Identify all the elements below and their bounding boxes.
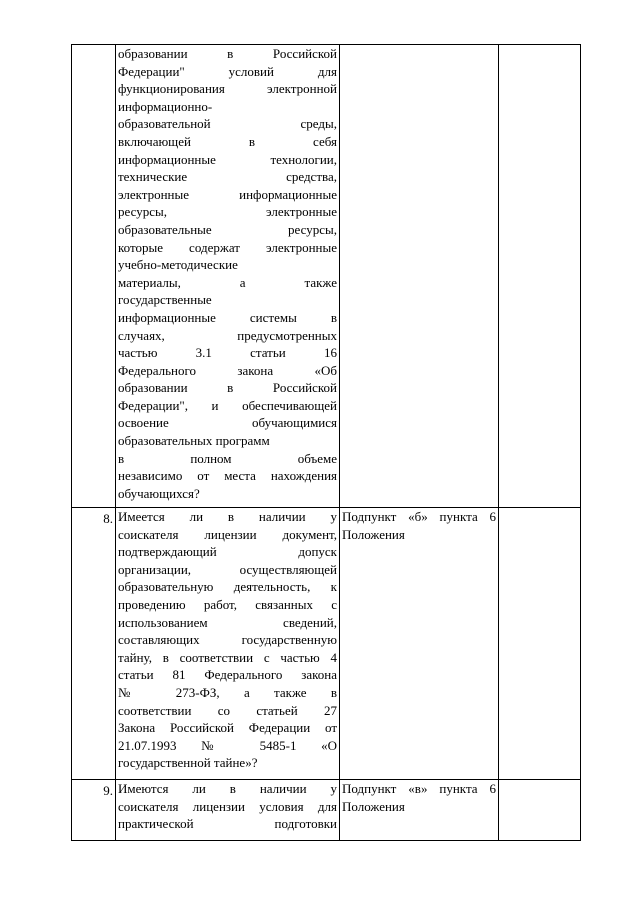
question-text-line: образовательных программ: [118, 433, 270, 449]
licensing-requirements-table: [71, 44, 581, 841]
row-number-cell: [72, 508, 116, 780]
note-cell: [499, 780, 581, 841]
reference-cell: [340, 780, 499, 841]
question-text-line: составляющих государственную: [118, 632, 337, 648]
question-text-line: образовательные ресурсы,: [118, 221, 337, 237]
question-text-line: тайну, в соответствии с частью 4: [118, 649, 337, 665]
question-text-line: Имеются ли в наличии у: [118, 781, 337, 796]
question-text-line: технические средства,: [118, 169, 337, 185]
reference-cell: [340, 508, 499, 780]
question-text-line: информационные технологии,: [118, 151, 337, 167]
question-text-line: независимо от места нахождения: [118, 468, 337, 484]
row-number-cell: [72, 780, 116, 841]
reference-text-line: Подпункт «б» пункта 6: [342, 509, 496, 524]
question-text-line: которые содержат электронные: [118, 239, 337, 255]
question-text-line: частью 3.1 статьи 16: [118, 345, 337, 361]
question-text-line: Федерации", и обеспечивающей: [118, 397, 337, 413]
question-text-line: государственные: [118, 292, 212, 308]
question-text-line: электронные информационные: [118, 186, 337, 202]
question-text-line: обучающихся?: [118, 485, 200, 501]
question-text-line: образовательной среды,: [118, 116, 337, 132]
question-text-line: статьи 81 Федерального закона: [118, 667, 337, 683]
question-text-line: информационные системы в: [118, 309, 337, 325]
table-row: [72, 45, 581, 508]
question-text-line: образовании в Российской: [118, 380, 337, 396]
question-text-line: образовании в Российской: [118, 46, 337, 61]
question-text-line: № 273-ФЗ, а также в: [118, 684, 337, 700]
question-text-line: Имеется ли в наличии у: [118, 509, 337, 524]
row-number: 8.: [103, 511, 113, 526]
question-cell: [116, 508, 340, 780]
reference-text-line: Положения: [342, 798, 405, 814]
question-text-line: в полном объеме: [118, 450, 337, 466]
question-text-line: образовательную деятельность, к: [118, 579, 337, 595]
note-cell: [499, 45, 581, 508]
question-text-line: освоение обучающимися: [118, 415, 337, 431]
question-cell: [116, 780, 340, 841]
question-text-line: Федерального закона «Об: [118, 362, 337, 378]
question-text-line: соискателя лицензии документ,: [118, 526, 337, 542]
reference-text-line: Подпункт «в» пункта 6: [342, 781, 496, 796]
question-text-line: практической подготовки: [118, 816, 337, 832]
question-text-line: организации, осуществляющей: [118, 561, 337, 577]
table-row: [72, 508, 581, 780]
question-text-line: ресурсы, электронные: [118, 204, 337, 220]
reference-text-line: Положения: [342, 526, 405, 542]
question-text-line: подтверждающий допуск: [118, 544, 337, 560]
question-text-line: информационно-: [118, 98, 213, 114]
question-text-line: Федерации" условий для: [118, 63, 337, 79]
reference-cell: [340, 45, 499, 508]
question-text-line: учебно-методические: [118, 257, 238, 273]
question-text-line: 21.07.1993 № 5485-1 «О: [118, 737, 337, 753]
question-text-line: материалы, а также: [118, 274, 337, 290]
row-number-cell: [72, 45, 116, 508]
table-row: [72, 780, 581, 841]
question-text-line: соответствии со статьей 27: [118, 702, 337, 718]
question-text-line: государственной тайне»?: [118, 755, 258, 771]
question-text-line: функционирования электронной: [118, 81, 337, 97]
note-cell: [499, 508, 581, 780]
question-text-line: проведению работ, связанных с: [118, 596, 337, 612]
question-text-line: Закона Российской Федерации от: [118, 720, 337, 736]
question-text-line: случаях, предусмотренных: [118, 327, 337, 343]
question-text-line: использованием сведений,: [118, 614, 337, 630]
question-cell: [116, 45, 340, 508]
question-text-line: включающей в себя: [118, 133, 337, 149]
question-text-line: соискателя лицензии условия для: [118, 798, 337, 814]
row-number: 9.: [103, 783, 113, 798]
